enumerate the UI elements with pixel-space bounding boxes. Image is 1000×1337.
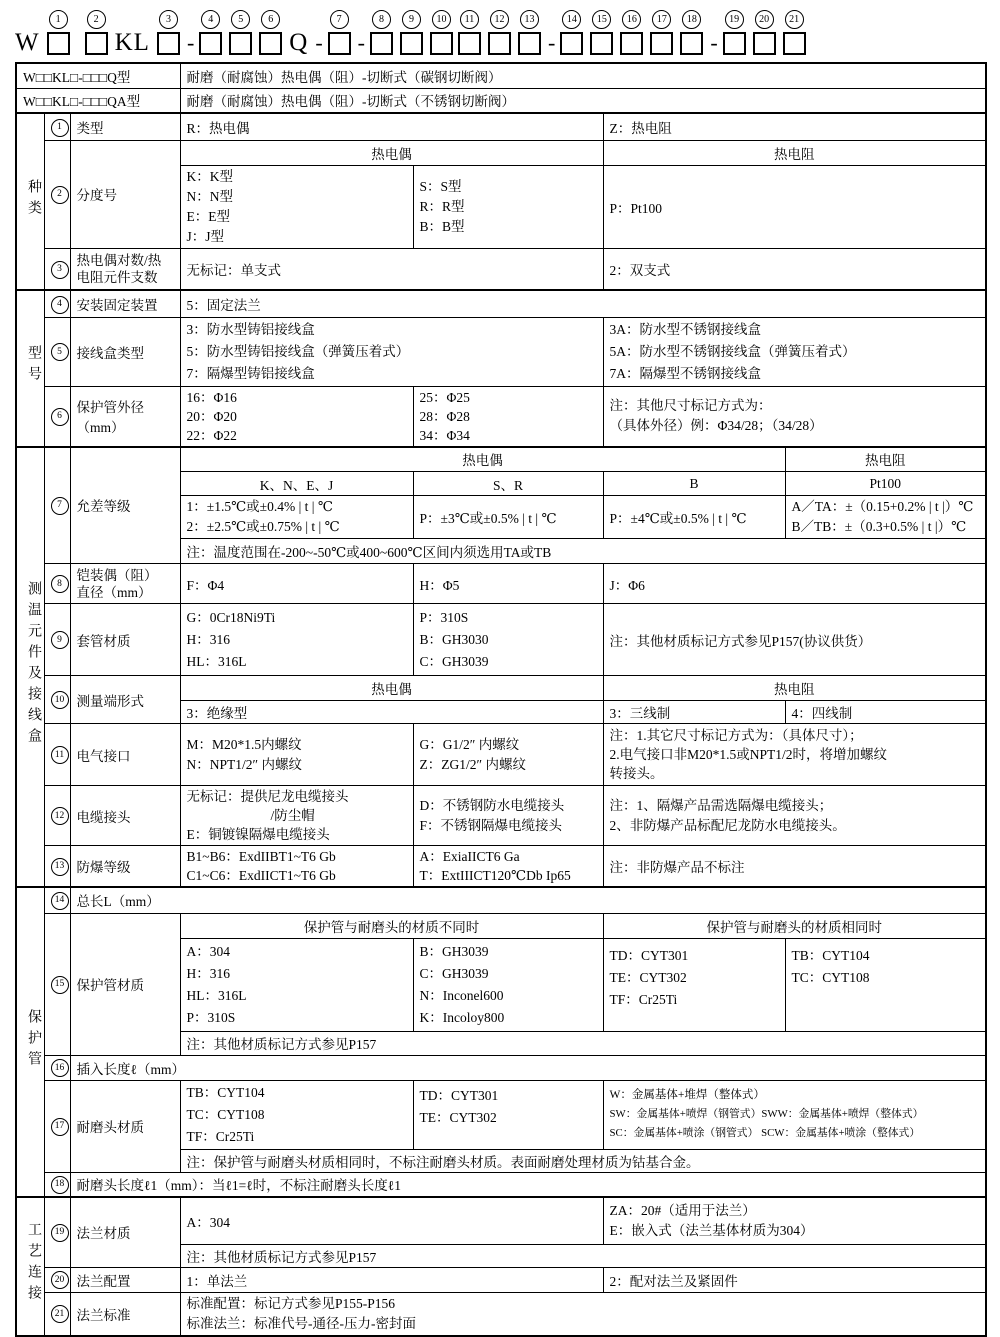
r19-304: A：304 <box>180 1197 603 1244</box>
r17-materials-2: TD：CYT301 TE：CYT302 <box>413 1080 603 1149</box>
r15-materials-1: A：304 H：316 HL：316L P：310S <box>180 938 413 1031</box>
r13-note: 注：非防爆产品不标注 <box>603 846 986 888</box>
model-type-row <box>16 63 986 88</box>
code-letters-kl: KL <box>114 29 150 56</box>
r9-materials-2: P：310S B：GH3030 C：GH3039 <box>413 604 603 676</box>
row-label: 电缆接头 <box>70 786 180 846</box>
row-number: 13 <box>44 846 70 888</box>
r17-coatings: W：金属基体+堆焊（整体式） SW：金属基体+喷焊（钢管式）SWW：金属基体+喷焊（整体式） SC：金属基体+喷涂（钢管式） SCW：金属基体+喷涂（整体式） <box>603 1080 986 1149</box>
r7-note: 注：温度范围在-200~-50℃或400~600℃区间内须选用TA或TB <box>180 539 986 564</box>
row-label: 保护管外径 （mm） <box>70 386 180 447</box>
code-box-2 <box>85 32 108 55</box>
r8-d4: F：Φ4 <box>180 564 413 604</box>
row-20-flange-config <box>16 1267 986 1292</box>
row-04-mounting <box>16 290 986 317</box>
circled-number-11: 11 <box>460 10 479 29</box>
row-16-insertion-length <box>16 1055 986 1080</box>
code-letter-q: Q <box>289 29 309 56</box>
row-number: 5 <box>44 317 70 386</box>
r7-sub-pt100: Pt100 <box>785 472 986 496</box>
r1-thermocouple: R：热电偶 <box>180 113 603 140</box>
row-number: 9 <box>44 604 70 676</box>
r6-sizes-2: 25：Φ25 28：Φ28 34：Φ34 <box>413 386 603 447</box>
row-11-electrical-interface <box>16 724 986 786</box>
row-label: 安装固定装置 <box>70 290 180 317</box>
row-05-junction-box <box>16 317 986 386</box>
code-dash: - <box>547 30 556 55</box>
row-03-element-count <box>16 248 986 290</box>
circled-number-2: 2 <box>87 10 106 29</box>
r7-header-thermocouple: 热电偶 <box>180 447 785 472</box>
r11-note: 注：1.其它尺寸标记方式为：（具体尺寸）； 2.电气接口非M20*1.5或NPT1/2时，将增加螺纹 转接头。 <box>603 724 986 786</box>
row-number: 7 <box>44 447 70 564</box>
code-box-8 <box>370 32 393 55</box>
r10-header-rtd: 热电阻 <box>603 676 986 701</box>
row-label: 允差等级 <box>70 447 180 564</box>
row-12-cable-gland <box>16 786 986 846</box>
r6-note: 注：其他尺寸标记方式为： （具体外径）例：Φ34/28；（34/28） <box>603 386 986 447</box>
code-box-20 <box>753 32 776 55</box>
row-17-wear-head-material <box>16 1080 986 1149</box>
r13-ratings-1: B1~B6：ExdIIBT1~T6 Gb C1~C6：ExdIICT1~T6 Gb <box>180 846 413 888</box>
r10-fourwire: 4：四线制 <box>785 701 986 724</box>
row-label: 防爆等级 <box>70 846 180 888</box>
r15-materials-3: TD：CYT301 TE：CYT302 TF：Cr25Ti <box>603 938 785 1031</box>
r1-rtd: Z：热电阻 <box>603 113 986 140</box>
row-label: 法兰材质 <box>70 1197 180 1267</box>
row-number: 17 <box>44 1080 70 1172</box>
section-process-connection: 工艺连接 <box>16 1197 44 1336</box>
code-box-13 <box>518 32 541 55</box>
model-name: W□□KL□-□□□Q型 <box>16 63 180 88</box>
r7-tol-b: P：±4℃或±0.5% | t | ℃ <box>603 496 785 539</box>
row-label: 分度号 <box>70 140 180 248</box>
code-box-17 <box>650 32 673 55</box>
r7-sub-sr: S、R <box>413 472 603 496</box>
r20-single: 1：单法兰 <box>180 1267 603 1292</box>
row-label: 铠装偶（阻） 直径（mm） <box>70 564 180 604</box>
r14-text: 总长L（mm） <box>70 887 986 913</box>
code-box-1 <box>47 32 70 55</box>
section-sensor-and-box: 测温元件及接线盒 <box>16 447 44 888</box>
r7-tol-pt100: A／TA：±（0.15+0.2% | t |）℃ B／TB：±（0.3+0.5% | t |）℃ <box>785 496 986 539</box>
r7-header-rtd: 热电阻 <box>785 447 986 472</box>
r2-header-rtd: 热电阻 <box>603 140 986 165</box>
row-number: 18 <box>44 1172 70 1197</box>
row-01-type <box>16 113 986 140</box>
r12-glands-2: D：不锈钢防水电缆接头 F：不锈钢隔爆电缆接头 <box>413 786 603 846</box>
r17-materials-1: TB：CYT104 TC：CYT108 TF：Cr25Ti <box>180 1080 413 1149</box>
row-10-tip-form-header <box>16 676 986 701</box>
r2-tc-types-2: S：S型 R：R型 B：B型 <box>413 165 603 248</box>
r4-value: 5：固定法兰 <box>180 290 986 317</box>
r3-single: 无标记：单支式 <box>180 248 603 290</box>
circled-number-8: 8 <box>372 10 391 29</box>
row-09-sleeve-material <box>16 604 986 676</box>
r2-header-thermocouple: 热电偶 <box>180 140 603 165</box>
r15-materials-4: TB：CYT104 TC：CYT108 <box>785 938 986 1031</box>
r5-aluminum: 3：防水型铸铝接线盒 5：防水型铸铝接线盒（弹簧压着式） 7：隔爆型铸铝接线盒 <box>180 317 603 386</box>
code-letter-w: W <box>15 29 40 56</box>
circled-number-6: 6 <box>261 10 280 29</box>
circled-number-20: 20 <box>755 10 774 29</box>
row-number: 12 <box>44 786 70 846</box>
r7-sub-knej: K、N、E、J <box>180 472 413 496</box>
circled-number-15: 15 <box>592 10 611 29</box>
r5-stainless: 3A：防水型不锈钢接线盒 5A：防水型不锈钢接线盒（弹簧压着式） 7A：隔爆型不锈钢接线盒 <box>603 317 986 386</box>
row-label: 类型 <box>70 113 180 140</box>
section-category: 种类 <box>16 113 44 290</box>
r12-glands-1: 无标记：提供尼龙电缆接头 /防尘帽 E：铜镀镍隔爆电缆接头 <box>180 786 413 846</box>
r10-insulated: 3：绝缘型 <box>180 701 603 724</box>
row-18-wear-head-length <box>16 1172 986 1197</box>
r7-tol-knej: 1：±1.5℃或±0.4% | t | ℃ 2：±2.5℃或±0.75% | t | ℃ <box>180 496 413 539</box>
r7-tol-sr: P：±3℃或±0.5% | t | ℃ <box>413 496 603 539</box>
row-02-graduation-header <box>16 140 986 165</box>
row-number: 4 <box>44 290 70 317</box>
row-number: 3 <box>44 248 70 290</box>
circled-number-18: 18 <box>682 10 701 29</box>
row-06-tube-od <box>16 386 986 447</box>
r19-options: ZA：20#（适用于法兰） E：嵌入式（法兰基体材质为304） <box>603 1197 986 1244</box>
r19-note: 注：其他材质标记方式参见P157 <box>180 1244 986 1267</box>
r11-threads-1: M：M20*1.5内螺纹 N：NPT1/2″ 内螺纹 <box>180 724 413 786</box>
row-number: 20 <box>44 1267 70 1292</box>
r11-threads-2: G：G1/2″ 内螺纹 Z：ZG1/2″ 内螺纹 <box>413 724 603 786</box>
r21-standards: 标准配置：标记方式参见P155-P156 标准法兰：标准代号-通径-压力-密封面 <box>180 1292 986 1336</box>
row-label: 套管材质 <box>70 604 180 676</box>
row-number: 11 <box>44 724 70 786</box>
row-number: 8 <box>44 564 70 604</box>
code-box-18 <box>680 32 703 55</box>
row-label: 保护管材质 <box>70 913 180 1055</box>
r2-rtd-type: P：Pt100 <box>603 165 986 248</box>
model-name: W□□KL□-□□□QA型 <box>16 88 180 113</box>
code-box-21 <box>783 32 806 55</box>
row-label: 热电偶对数/热 电阻元件支数 <box>70 248 180 290</box>
row-label: 法兰标准 <box>70 1292 180 1336</box>
code-dash: - <box>315 30 323 55</box>
circled-number-21: 21 <box>785 10 804 29</box>
r12-note: 注：1、隔爆产品需选隔爆电缆接头； 2、非防爆产品标配尼龙防水电缆接头。 <box>603 786 986 846</box>
r15-note: 注：其他材质标记方式参见P157 <box>180 1031 986 1055</box>
model-code-header <box>15 8 986 54</box>
spec-table <box>15 62 987 1337</box>
row-label: 电气接口 <box>70 724 180 786</box>
model-description: 耐磨（耐腐蚀）热电偶（阻）-切断式（不锈钢切断阀） <box>180 88 986 113</box>
code-dash: - <box>357 30 365 55</box>
r15-materials-2: B：GH3039 C：GH3039 N：Inconel600 K：Incoloy800 <box>413 938 603 1031</box>
code-box-4 <box>199 32 222 55</box>
model-type-row <box>16 88 986 113</box>
code-box-15 <box>590 32 613 55</box>
r10-header-thermocouple: 热电偶 <box>180 676 603 701</box>
row-label: 接线盒类型 <box>70 317 180 386</box>
row-13-explosion-proof <box>16 846 986 888</box>
code-box-3 <box>157 32 180 55</box>
row-08-sheath-diameter <box>16 564 986 604</box>
section-model: 型号 <box>16 290 44 447</box>
code-box-19 <box>723 32 746 55</box>
r13-ratings-2: A：ExiaIICT6 Ga T：ExtIIICT120℃Db Ip65 <box>413 846 603 888</box>
r20-pair: 2：配对法兰及紧固件 <box>603 1267 986 1292</box>
circled-number-17: 17 <box>652 10 671 29</box>
code-box-16 <box>620 32 643 55</box>
row-15-tube-material-header <box>16 913 986 938</box>
circled-number-7: 7 <box>330 10 349 29</box>
circled-number-12: 12 <box>490 10 509 29</box>
circled-number-4: 4 <box>201 10 220 29</box>
r6-sizes-1: 16：Φ16 20：Φ20 22：Φ22 <box>180 386 413 447</box>
r9-materials-1: G：0Cr18Ni9Ti H：316 HL：316L <box>180 604 413 676</box>
row-number: 1 <box>44 113 70 140</box>
code-box-14 <box>560 32 583 55</box>
row-number: 16 <box>44 1055 70 1080</box>
circled-number-3: 3 <box>159 10 178 29</box>
circled-number-9: 9 <box>402 10 421 29</box>
r3-dual: 2：双支式 <box>603 248 986 290</box>
row-number: 14 <box>44 887 70 913</box>
row-number: 19 <box>44 1197 70 1267</box>
r15-header-different: 保护管与耐磨头的材质不同时 <box>180 913 603 938</box>
row-label: 法兰配置 <box>70 1267 180 1292</box>
circled-number-5: 5 <box>231 10 250 29</box>
code-box-9 <box>400 32 423 55</box>
r8-d6: J：Φ6 <box>603 564 986 604</box>
r16-text: 插入长度ℓ（mm） <box>70 1055 986 1080</box>
circled-number-1: 1 <box>49 10 68 29</box>
code-box-11 <box>458 32 481 55</box>
code-box-6 <box>259 32 282 55</box>
r9-note: 注：其他材质标记方式参见P157(协议供货） <box>603 604 986 676</box>
model-description: 耐磨（耐腐蚀）热电偶（阻）-切断式（碳钢切断阀） <box>180 63 986 88</box>
row-number: 15 <box>44 913 70 1055</box>
r8-d5: H：Φ5 <box>413 564 603 604</box>
code-box-5 <box>229 32 252 55</box>
code-box-12 <box>488 32 511 55</box>
row-number: 2 <box>44 140 70 248</box>
circled-number-13: 13 <box>520 10 539 29</box>
code-box-7 <box>328 32 351 55</box>
circled-number-14: 14 <box>562 10 581 29</box>
r10-threewire: 3：三线制 <box>603 701 785 724</box>
row-14-total-length <box>16 887 986 913</box>
r15-header-same: 保护管与耐磨头的材质相同时 <box>603 913 986 938</box>
row-07-tolerance-header1 <box>16 447 986 472</box>
r17-note: 注：保护管与耐磨头材质相同时，不标注耐磨头材质。表面耐磨处理材质为钴基合金。 <box>180 1149 986 1172</box>
r18-text: 耐磨头长度ℓ1（mm）：当ℓ1=ℓ时，不标注耐磨头长度ℓ1 <box>70 1172 986 1197</box>
row-19-flange-material <box>16 1197 986 1244</box>
r2-tc-types-1: K：K型 N：N型 E：E型 J：J型 <box>180 165 413 248</box>
circled-number-10: 10 <box>432 10 451 29</box>
row-number: 6 <box>44 386 70 447</box>
r7-sub-b: B <box>603 472 785 496</box>
row-number: 10 <box>44 676 70 724</box>
code-dash: - <box>186 30 195 55</box>
code-dash: - <box>710 30 718 55</box>
section-protection-tube: 保护管 <box>16 887 44 1197</box>
code-box-10 <box>430 32 453 55</box>
row-label: 耐磨头材质 <box>70 1080 180 1172</box>
row-number: 21 <box>44 1292 70 1336</box>
row-label: 测量端形式 <box>70 676 180 724</box>
circled-number-19: 19 <box>725 10 744 29</box>
circled-number-16: 16 <box>622 10 641 29</box>
